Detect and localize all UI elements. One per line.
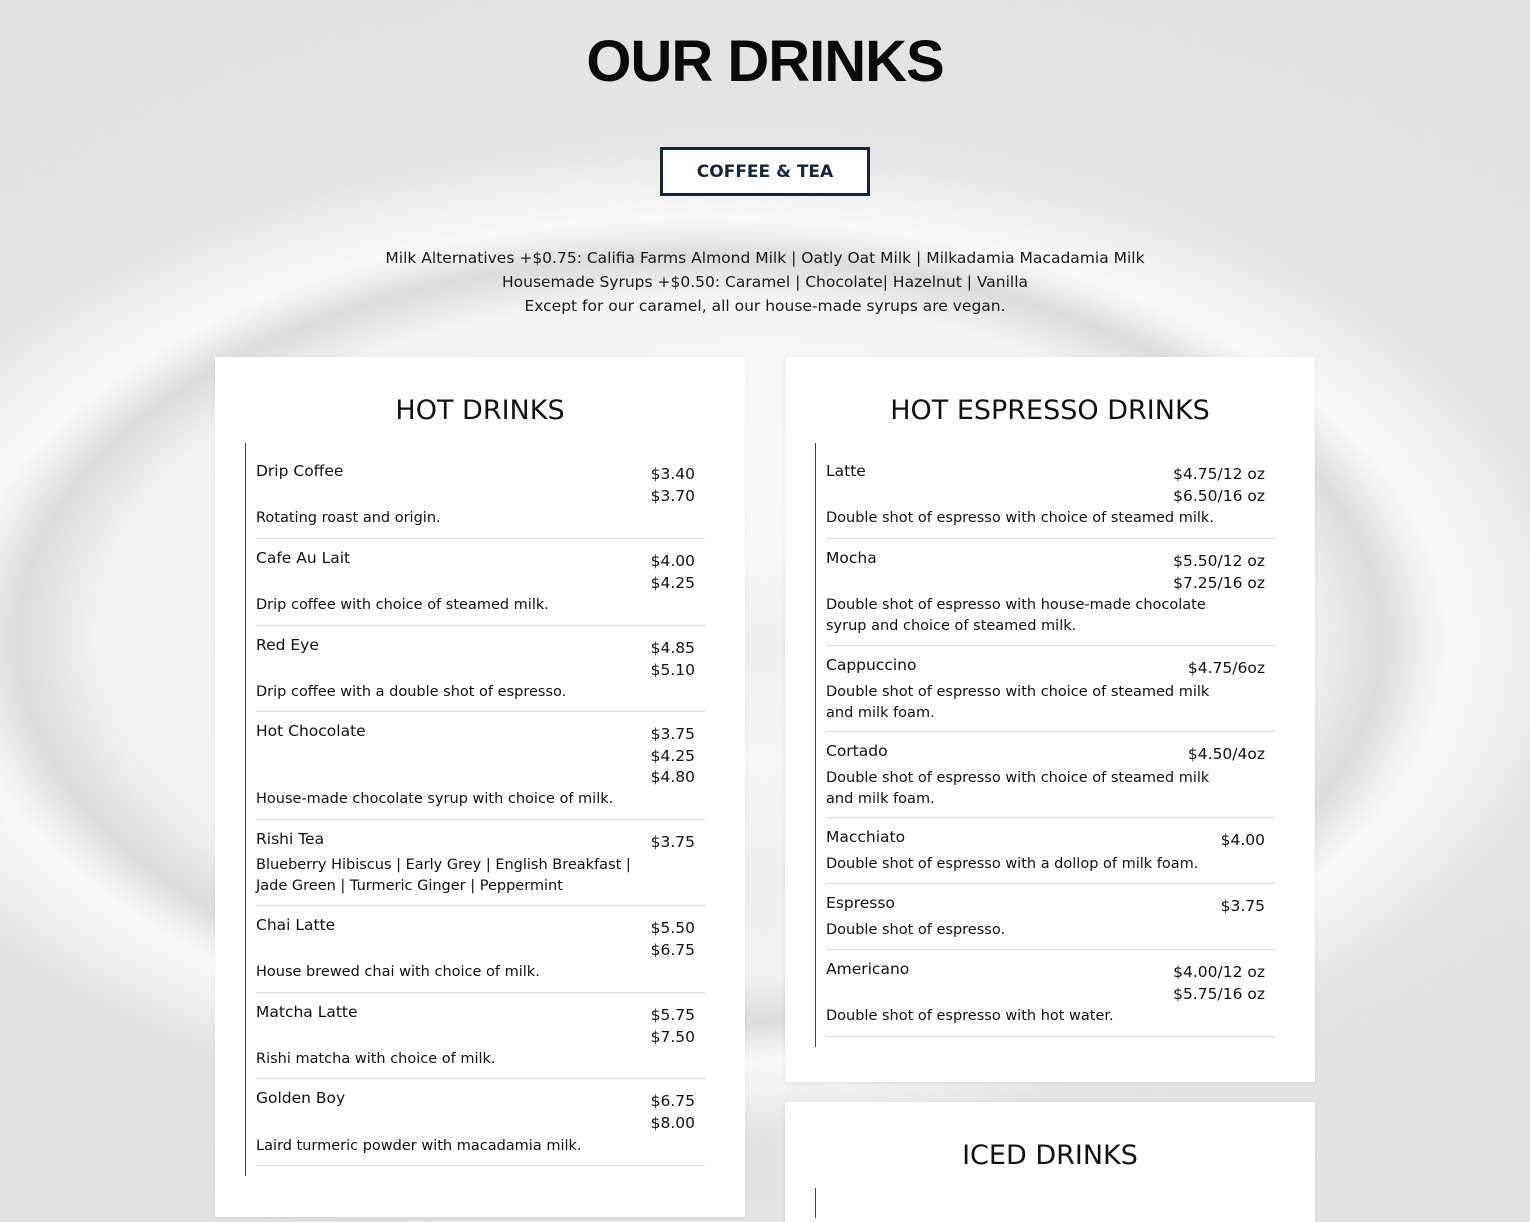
iced-drinks-title: ICED DRINKS	[962, 1140, 1138, 1171]
menu-notes	[0, 246, 1530, 318]
item-price: $5.10	[650, 660, 695, 679]
item-price: $4.75/6oz	[1187, 659, 1265, 677]
item-price: $3.40	[650, 465, 695, 483]
menu-item-rishi-tea	[256, 820, 705, 906]
menu-item-americano	[826, 950, 1275, 1037]
item-price: $6.50/16 oz	[1173, 486, 1265, 505]
hot-drinks-card	[215, 357, 745, 1217]
item-description: Double shot of espresso with choice of steamed milk.	[826, 510, 1214, 526]
vegan-note: Except for our caramel, all our house-made syrups are vegan.	[524, 297, 1006, 315]
item-name: Americano	[826, 960, 910, 978]
item-description: Rishi matcha with choice of milk.	[256, 1051, 496, 1067]
item-price: $5.50	[650, 919, 695, 937]
item-description: Double shot of espresso with hot water.	[826, 1008, 1114, 1024]
item-prices	[651, 918, 695, 961]
item-price: $4.80	[650, 768, 695, 786]
item-name: Latte	[826, 462, 866, 480]
item-description: Double shot of espresso with choice of steamed milk and milk foam.	[826, 684, 1210, 721]
menu-item-cafe-au-lait	[256, 539, 705, 626]
menu-item-drip-coffee	[256, 443, 705, 539]
coffee-tea-button[interactable]: COFFEE & TEA	[660, 147, 870, 196]
syrups-note: Housemade Syrups +$0.50: Caramel | Chocolate| Hazelnut | Vanilla	[501, 273, 1029, 291]
menu-item-latte	[826, 443, 1275, 539]
menu-item-espresso	[826, 884, 1275, 950]
item-prices	[651, 724, 695, 789]
menu-item-cappuccino	[826, 646, 1275, 732]
item-prices	[651, 464, 695, 507]
item-price: $5.50/12 oz	[1173, 552, 1265, 570]
item-name: Chai Latte	[256, 916, 336, 934]
item-name: Matcha Latte	[256, 1003, 358, 1021]
item-description: Drip coffee with a double shot of espresso.	[256, 684, 567, 700]
item-description: House-made chocolate syrup with choice of milk.	[256, 791, 614, 807]
item-price: $7.50	[650, 1027, 695, 1046]
iced-drinks-list-rule	[815, 1188, 816, 1218]
item-prices	[1173, 464, 1265, 507]
menu-item-hot-chocolate	[256, 712, 705, 820]
item-price: $4.85	[650, 639, 695, 657]
item-price: $4.00	[1220, 831, 1265, 849]
hot-espresso-list	[815, 443, 1276, 1047]
item-price: $3.75	[650, 833, 695, 851]
item-description: Blueberry Hibiscus | Early Grey | English Breakfast | Jade Green | Turmeric Ginger | Peppermint	[256, 857, 631, 894]
item-name: Cafe Au Lait	[256, 549, 351, 567]
item-prices	[651, 1005, 695, 1048]
item-price: $4.25	[650, 746, 695, 765]
item-name: Cortado	[826, 742, 888, 760]
item-name: Rishi Tea	[256, 830, 325, 848]
item-description: Double shot of espresso.	[826, 922, 1006, 938]
item-prices	[1221, 830, 1265, 852]
item-name: Golden Boy	[256, 1089, 346, 1107]
milk-alternatives-note: Milk Alternatives +$0.75: Califia Farms Almond Milk | Oatly Oat Milk | Milkadamia Macadamia Milk	[385, 249, 1145, 267]
item-price: $4.00/12 oz	[1173, 963, 1265, 981]
menu-item-macchiato	[826, 818, 1275, 884]
item-price: $6.75	[650, 940, 695, 959]
item-name: Drip Coffee	[256, 462, 344, 480]
item-prices	[651, 551, 695, 594]
hot-drinks-title: HOT DRINKS	[395, 395, 565, 426]
item-prices	[1173, 551, 1265, 594]
item-price: $4.75/12 oz	[1173, 465, 1265, 483]
item-prices	[651, 1091, 695, 1134]
item-price: $5.75/16 oz	[1173, 984, 1265, 1003]
item-name: Mocha	[826, 549, 877, 567]
item-price: $4.00	[650, 552, 695, 570]
menu-item-matcha-latte	[256, 993, 705, 1079]
item-description: Double shot of espresso with choice of steamed milk and milk foam.	[826, 770, 1210, 807]
item-prices	[1173, 962, 1265, 1005]
menu-item-golden-boy	[256, 1079, 705, 1166]
item-price: $8.00	[650, 1113, 695, 1132]
item-prices	[1188, 744, 1265, 766]
item-name: Hot Chocolate	[256, 722, 366, 740]
item-description: Double shot of espresso with house-made chocolate syrup and choice of steamed milk.	[826, 597, 1206, 634]
item-price: $4.25	[650, 573, 695, 592]
item-description: Rotating roast and origin.	[256, 510, 441, 526]
item-prices	[651, 638, 695, 681]
item-price: $7.25/16 oz	[1173, 573, 1265, 592]
item-prices	[651, 832, 695, 854]
item-name: Espresso	[826, 894, 895, 912]
page-title: OUR DRINKS	[586, 29, 944, 94]
menu-item-red-eye	[256, 626, 705, 712]
item-price: $3.70	[650, 486, 695, 505]
menu-item-cortado	[826, 732, 1275, 818]
menu-item-mocha	[826, 539, 1275, 646]
item-prices	[1188, 658, 1265, 680]
menu-item-chai-latte	[256, 906, 705, 993]
iced-drinks-card	[785, 1102, 1315, 1222]
item-price: $6.75	[650, 1092, 695, 1110]
item-price: $3.75	[650, 725, 695, 743]
item-name: Cappuccino	[826, 656, 917, 674]
item-description: Laird turmeric powder with macadamia milk.	[256, 1138, 582, 1154]
item-prices	[1221, 896, 1265, 918]
item-description: Drip coffee with choice of steamed milk.	[256, 597, 549, 613]
item-price: $4.50/4oz	[1187, 745, 1265, 763]
item-name: Red Eye	[256, 636, 319, 654]
hot-espresso-title: HOT ESPRESSO DRINKS	[890, 395, 1210, 426]
hot-drinks-list	[245, 443, 706, 1176]
item-price: $5.75	[650, 1006, 695, 1024]
item-name: Macchiato	[826, 828, 906, 846]
item-description: House brewed chai with choice of milk.	[256, 964, 540, 980]
hot-espresso-card	[785, 357, 1315, 1082]
item-description: Double shot of espresso with a dollop of milk foam.	[826, 856, 1199, 872]
item-price: $3.75	[1220, 897, 1265, 915]
